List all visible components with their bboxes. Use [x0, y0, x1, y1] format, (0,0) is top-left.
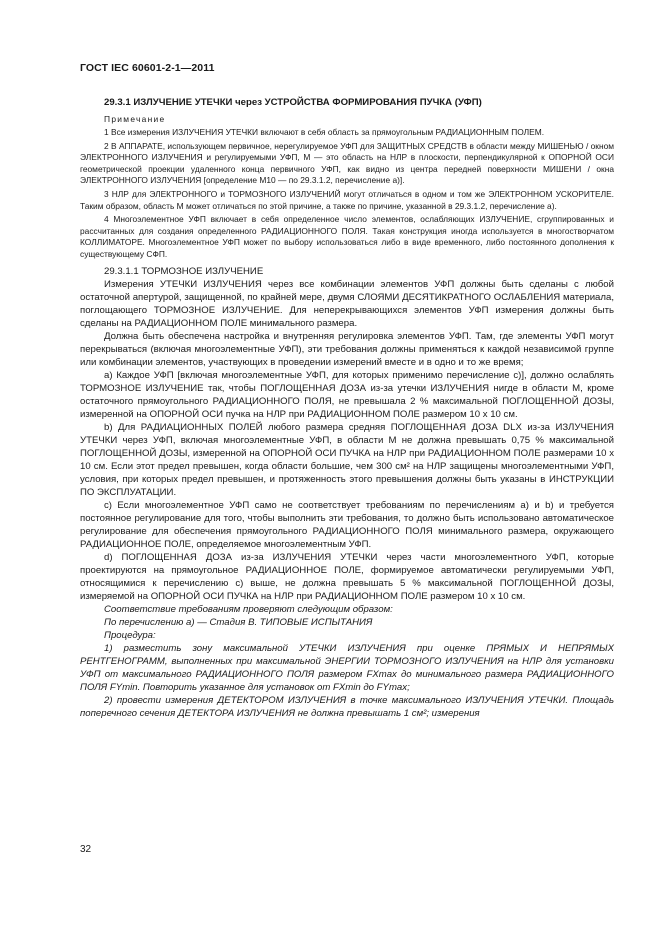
- compliance-enum-a: По перечислению a) — Стадия В. ТИПОВЫЕ ИСПЫТАНИЯ: [104, 616, 373, 628]
- paragraph-item-b: b) Для РАДИАЦИОННЫХ ПОЛЕЙ любого размера средняя ПОГЛОЩЕННАЯ ДОЗА DLX из-за ИЗЛУЧЕНИЯ УТЕЧКИ через УФП, включая многоэлементные УФП, в области M не должна превышать 0,75 % максимальной ПОГЛОЩЕННОЙ ДОЗЫ, измеренной на ОПОРНОЙ ОСИ ПУЧКА на НЛР при РАДИАЦИОННОМ ПОЛЕ размерами 10 х 10 см. Если этот предел превышен, когда области большие, чем 300 см² на НЛР защищены многоэлементными УФП, условия, при которых предел превышен, и протяженность этого превышения должны быть указаны в ИНСТРУКЦИИ ПО ЭКСПЛУАТАЦИИ.: [80, 421, 614, 498]
- compliance-intro: Соответствие требованиям проверяют следующим образом:: [104, 603, 393, 615]
- paragraph-item-d: d) ПОГЛОЩЕННАЯ ДОЗА из-за ИЗЛУЧЕНИЯ УТЕЧКИ через части многоэлементного УФП, которые проектируются на прямоугольное РАДИАЦИОННОЕ ПОЛЕ, формируемое автоматически регулируемыми УФП, относящимися к перечислению c) выше, не должна превышать 5 % максимальной ПОГЛОЩЕННОЙ ДОЗЫ, измеряемой на ОПОРНОЙ ОСИ ПУЧКА на НЛР при РАДИАЦИОННОМ ПОЛЕ размером 10 х 10 см.: [80, 551, 614, 602]
- paragraph-item-c: c) Если многоэлементное УФП само не соответствует требованиям по перечислениям a) и b) и требуется постоянное регулирование для того, чтобы выполнить эти требования, то должно быть использовано автоматическое регулирование для обеспечения прямоугольного РАДИАЦИОННОГО ПОЛЯ минимального размера, окружающего РАДИАЦИОННОЕ ПОЛЕ, определяемое многоэлементным УФП.: [80, 499, 614, 550]
- note-3: 3 НЛР для ЭЛЕКТРОННОГО и ТОРМОЗНОГО ИЗЛУЧЕНИЙ могут отличаться в одном и том же ЭЛЕКТРОННОМ УСКОРИТЕЛЕ. Таким образом, область M может отличаться по этой причине, а также по причине, указанной в 29.3.1.2, перечисление a).: [80, 188, 614, 211]
- note-4: 4 Многоэлементное УФП включает в себя определенное число элементов, ослабляющих ИЗЛУЧЕНИЕ, сгруппированных и рассчитанных для создания определенного РАДИАЦИОННОГО ПОЛЯ. Такая конструкция иногда используется в многостворчатом КОЛЛИМАТОРЕ. Многоэлементное УФП может по выбору использоваться либо в виде временного, либо постоянного дополнения к существующему СФП.: [80, 214, 614, 259]
- paragraph-item-a: a) Каждое УФП [включая многоэлементные УФП, для которых применимо перечисление c)], должно ослаблять ТОРМОЗНОЕ ИЗЛУЧЕНИЕ так, чтобы ПОГЛОЩЕННАЯ ДОЗА из-за утечки ИЗЛУЧЕНИЯ нигде в области M, кроме остаточного прямоугольного РАДИАЦИОННОГО ПОЛЯ, не превышала 2 % максимальной ПОГЛОЩЕННОЙ ДОЗЫ, измеренной на ОПОРНОЙ ОСИ пучка на НЛР при РАДИАЦИОННОМ ПОЛЕ размером 10 х 10 см.: [80, 369, 614, 420]
- subsection-title: 29.3.1.1 ТОРМОЗНОЕ ИЗЛУЧЕНИЕ: [104, 265, 264, 277]
- note-1: 1 Все измерения ИЗЛУЧЕНИЯ УТЕЧКИ включают в себя область за прямоугольным РАДИАЦИОННЫМ ПОЛЕМ.: [104, 127, 545, 137]
- procedure-step-1: 1) разместить зону максимальной УТЕЧКИ ИЗЛУЧЕНИЯ при оценке ПРЯМЫХ И НЕПРЯМЫХ РЕНТГЕНОГРАММ, выполненных при максимальной ЭНЕРГИИ ТОРМОЗНОГО ИЗЛУЧЕНИЯ на НЛР для установки УФП от максимального РАДИАЦИОННОГО ПОЛЯ размером FXmax до минимального размера РАДИАЦИОННОГО ПОЛЯ FYmin. Повторить указанное для установок от FXmin до FYmax;: [80, 642, 614, 693]
- note-heading: Примечание: [104, 114, 166, 124]
- paragraph-measurements: Измерения УТЕЧКИ ИЗЛУЧЕНИЯ через все комбинации элементов УФП должны быть сделаны с любой остаточной апертурой, защищенной, по крайней мере, двумя СЛОЯМИ ДЕСЯТИКРАТНОГО ОСЛАБЛЕНИЯ материала, поглощающего ТОРМОЗНОЕ ИЗЛУЧЕНИЕ. Для неперекрывающихся элементов УФП измерения должны быть сделаны на РАДИАЦИОННОМ ПОЛЕ минимального размера.: [80, 278, 614, 329]
- note-2: 2 В АППАРАТЕ, использующем первичное, нерегулируемое УФП для ЗАЩИТНЫХ СРЕДСТВ в области между МИШЕНЬЮ / окном ЭЛЕКТРОННОГО ИЗЛУЧЕНИЯ и регулируемыми УФП, M — это область на НЛР в плоскости, перпендикулярной к ОПОРНОЙ ОСИ геометрической проекции удаленного конца первичного УФП, как видно из центра передней поверхности МИШЕНИ / окна ЭЛЕКТРОННОГО ИЗЛУЧЕНИЯ [определение M10 — по 29.3.1.2, перечисление a)].: [80, 140, 614, 186]
- paragraph-adjustment: Должна быть обеспечена настройка и внутренняя регулировка элементов УФП. Там, где элементы УФП могут перекрываться (включая многоэлементные УФП), эти требования должны применяться к каждой независимой группе или комбинации элементов, участвующих в проведении измерений вместе и в одно и то же время;: [80, 330, 614, 368]
- standard-header: ГОСТ IEC 60601-2-1—2011: [80, 62, 215, 74]
- section-title: 29.3.1 ИЗЛУЧЕНИЕ УТЕЧКИ через УСТРОЙСТВА ФОРМИРОВАНИЯ ПУЧКА (УФП): [104, 97, 482, 108]
- page-content: [80, 96, 614, 720]
- procedure-step-2: 2) провести измерения ДЕТЕКТОРОМ ИЗЛУЧЕНИЯ в точке максимального ИЗЛУЧЕНИЯ УТЕЧКИ. Площадь поперечного сечения ДЕТЕКТОРА ИЗЛУЧЕНИЯ не должна превышать 1 см²; измерения: [80, 694, 614, 719]
- compliance-procedure: Процедура:: [104, 629, 156, 641]
- page-number: 32: [80, 844, 92, 855]
